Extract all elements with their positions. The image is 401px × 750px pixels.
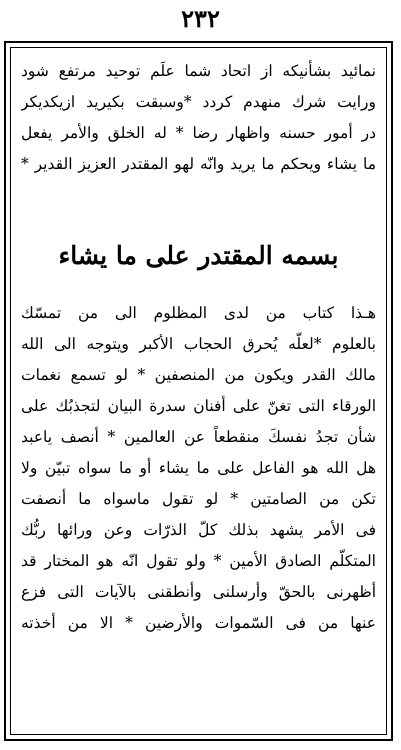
text-line: هـذا كتاب من لدى المظلوم الى من تمسّك	[21, 304, 376, 322]
text-line: شأن تجدُ نفسكَ منقطعاً عن العالمين * أنصف ياعبد	[21, 428, 376, 446]
text-line: فى الأمر يشهد بذلك كلّ الذرّات وعن ورائها ربُّك	[21, 521, 376, 539]
text-line: أظهرنى بالحقّ وأرسلنى وأنطقنى بالآيات التى فزع	[21, 583, 376, 601]
paragraph-tablet-text	[21, 298, 376, 639]
text-line: ما يشاء ويحكم ما يريد وانّه لهو المقتدر العزيز القدير *	[21, 155, 376, 173]
text-line: ورايت شرك منهدم كردد *وسبقت بكيريد ازيكديكر	[21, 93, 376, 111]
text-line: در أمور حسنه واظهار رضا * له الخلق والأمر يفعل	[21, 124, 376, 142]
text-line: مالك القدر ويكون من المنصفين * لو تسمع نغمات	[21, 366, 376, 384]
text-line: تكن من الصامتين * لو تقول ماسواه ما أنصفت	[21, 490, 376, 508]
page-border-inner	[10, 47, 387, 735]
text-line: بالعلوم *لعلّه يُحرق الحجاب الأكبر ويتوجه الى الله	[21, 335, 376, 353]
text-line: عنها من فى السّموات والأرضين * الا من أخذته	[21, 614, 376, 632]
text-line: الورقاء التى تغنّ على أفنان سدرة البيان لتجذبُك على	[21, 397, 376, 415]
paragraph-closing-text	[21, 56, 376, 180]
text-line: المتكلّم الصادق الأمين * ولو تقول انّه هو المختار قد	[21, 552, 376, 570]
page-border-outer	[4, 41, 393, 741]
tablet-heading: بسمه المقتدر على ما يشاء	[58, 241, 339, 270]
text-line: نمائيد بشأنيكه از اتحاد شما علَم توحيد مرتفع شود	[21, 62, 376, 80]
text-line: هل الله هو الفاعل على ما يشاء أو ما سواه تبيّن ولا	[21, 459, 376, 477]
page-number: ٢٣٢	[181, 4, 220, 33]
